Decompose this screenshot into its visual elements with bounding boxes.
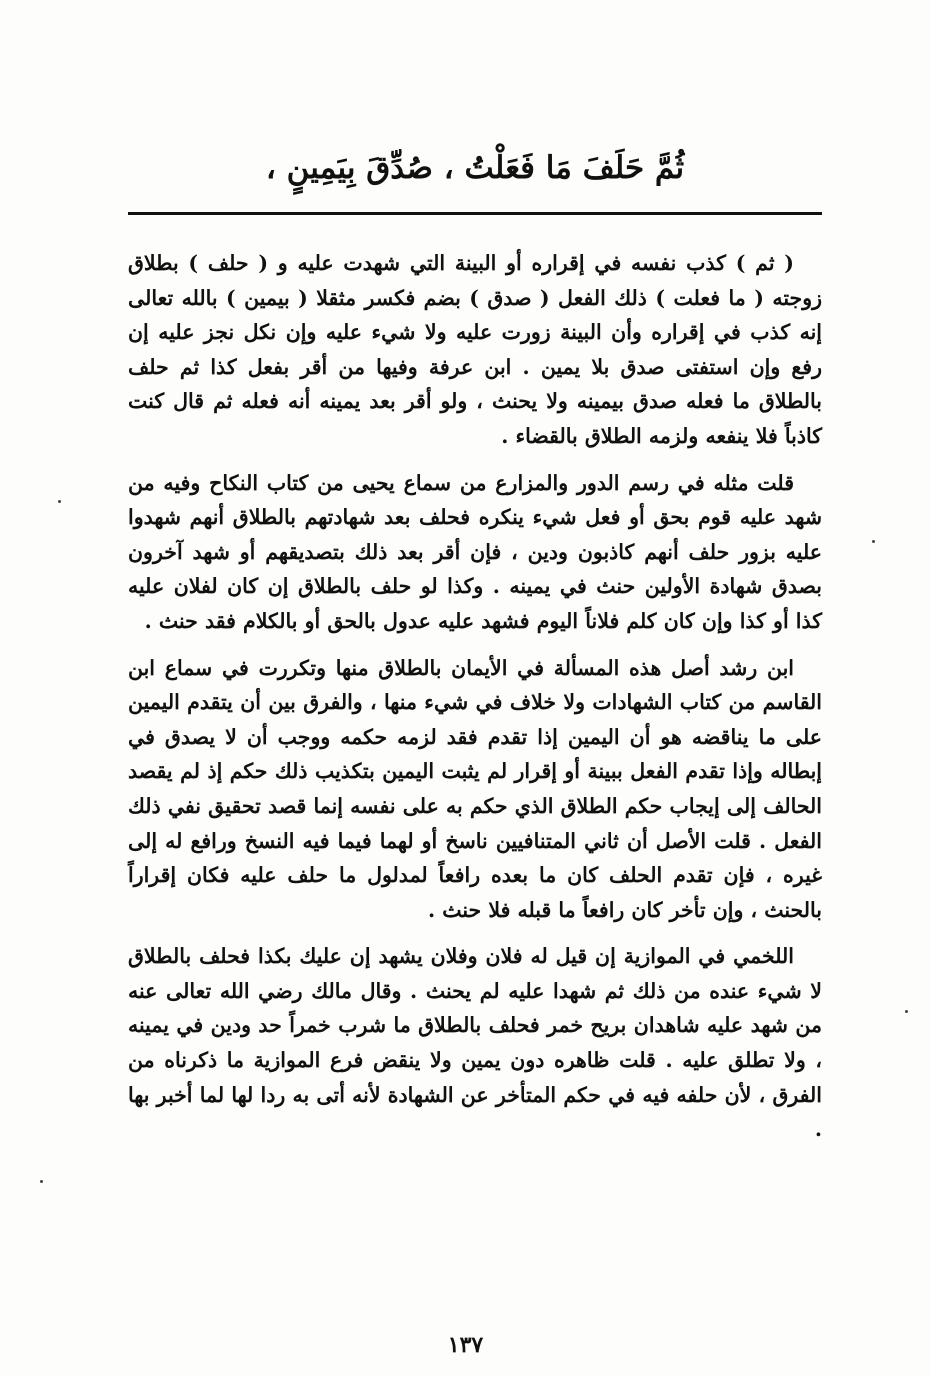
paragraph-3: ابن رشد أصل هذه المسألة في الأيمان بالطلاق منها وتكررت في سماع ابن القاسم من كتاب الشهادات ولا خلاف في شيء منها ، والفرق بين أن يتقدم اليمين على ما يناقضه هو أن اليمين إذا تقدم فقد لزمه حكمه ووجب أن لا يصدق في إبطاله وإذا تقدم الفعل ببينة أو إقرار لم يثبت اليمين بتكذيب ذلك حكم إذ لم يقصد الحالف إلى إيجاب حكم الطلاق الذي حكم به على نفسه إنما قصد تحقيق نفي ذلك الفعل . قلت الأصل أن ثاني المتنافيين ناسخ أو لهما فيما فيه النسخ ورافع له إلى غيره ، فإن تقدم الحلف كان ما بعده رافعاً لمدلول ما حلف عليه فكان إقراراً بالحنث ، وإن تأخر كان رافعاً ما قبله فلا حنث .	[128, 655, 822, 922]
scan-speck	[872, 540, 875, 543]
commentary-body	[128, 246, 822, 1155]
scan-speck	[905, 1010, 908, 1013]
verse-header: ثُمَّ حَلَفَ مَا فَعَلْتُ ، صُدِّقَ بِيَمِينٍ ،	[265, 150, 685, 186]
paragraph-4: اللخمي في الموازية إن قيل له فلان وفلان يشهد إن عليك بكذا فحلف بالطلاق لا شيء عنده من ذلك ثم شهدا عليه لم يحنث . وقال مالك رضي الله تعالى عنه من شهد عليه شاهدان بريح خمر فحلف بالطلاق ما شرب خمراً حد ودين في يمينه ، ولا تطلق عليه . قلت ظاهره دون يمين ولا ينقض فرع الموازية ما ذكرناه من الفرق ، لأن حلفه فيه في حكم المتأخر عن الشهادة لأنه أتى به ردا لها لما أخبر بها .	[128, 944, 822, 1142]
scan-speck	[58, 500, 61, 503]
paragraph-1: ( ثم ) كذب نفسه في إقراره أو البينة التي شهدت عليه و ( حلف ) بطلاق زوجته ( ما فعلت ) ذلك الفعل ( صدق ) بضم فكسر مثقلا ( بيمين ) بالله تعالى إنه كذب في إقراره وأن البينة زورت عليه ولا شيء عليه وإن نكل نجز عليه إن رفع وإن استفتى صدق بلا يمين . ابن عرفة وفيها من أقر بفعل كذا ثم حلف بالطلاق ما فعله صدق بيمينه ولا يحنث ، ولو أقر بعد يمينه أنه فعله ثم قال كنت كاذباً فلا ينفعه ولزمه الطلاق بالقضاء .	[128, 251, 822, 448]
header-divider	[128, 212, 822, 215]
scan-speck	[40, 1180, 43, 1183]
paragraph-2: قلت مثله في رسم الدور والمزارع من سماع يحيى من كتاب النكاح وفيه من شهد عليه قوم بحق أو فعل شيء ينكره فحلف بعد شهادتهم بالطلاق أنهم شهدوا عليه بزور حلف أنهم كاذبون ودين ، فإن أقر بعد ذلك بتصديقهم أو شهد آخرون بصدق شهادة الأولين حنث في يمينه . وكذا لو حلف بالطلاق إن كان لفلان عليه كذا أو كذا وإن كان كلم فلاناً اليوم فشهد عليه عدول بالحق أو بالكلام فقد حنث .	[128, 470, 822, 633]
page-number: ١٣٧	[447, 1332, 484, 1358]
